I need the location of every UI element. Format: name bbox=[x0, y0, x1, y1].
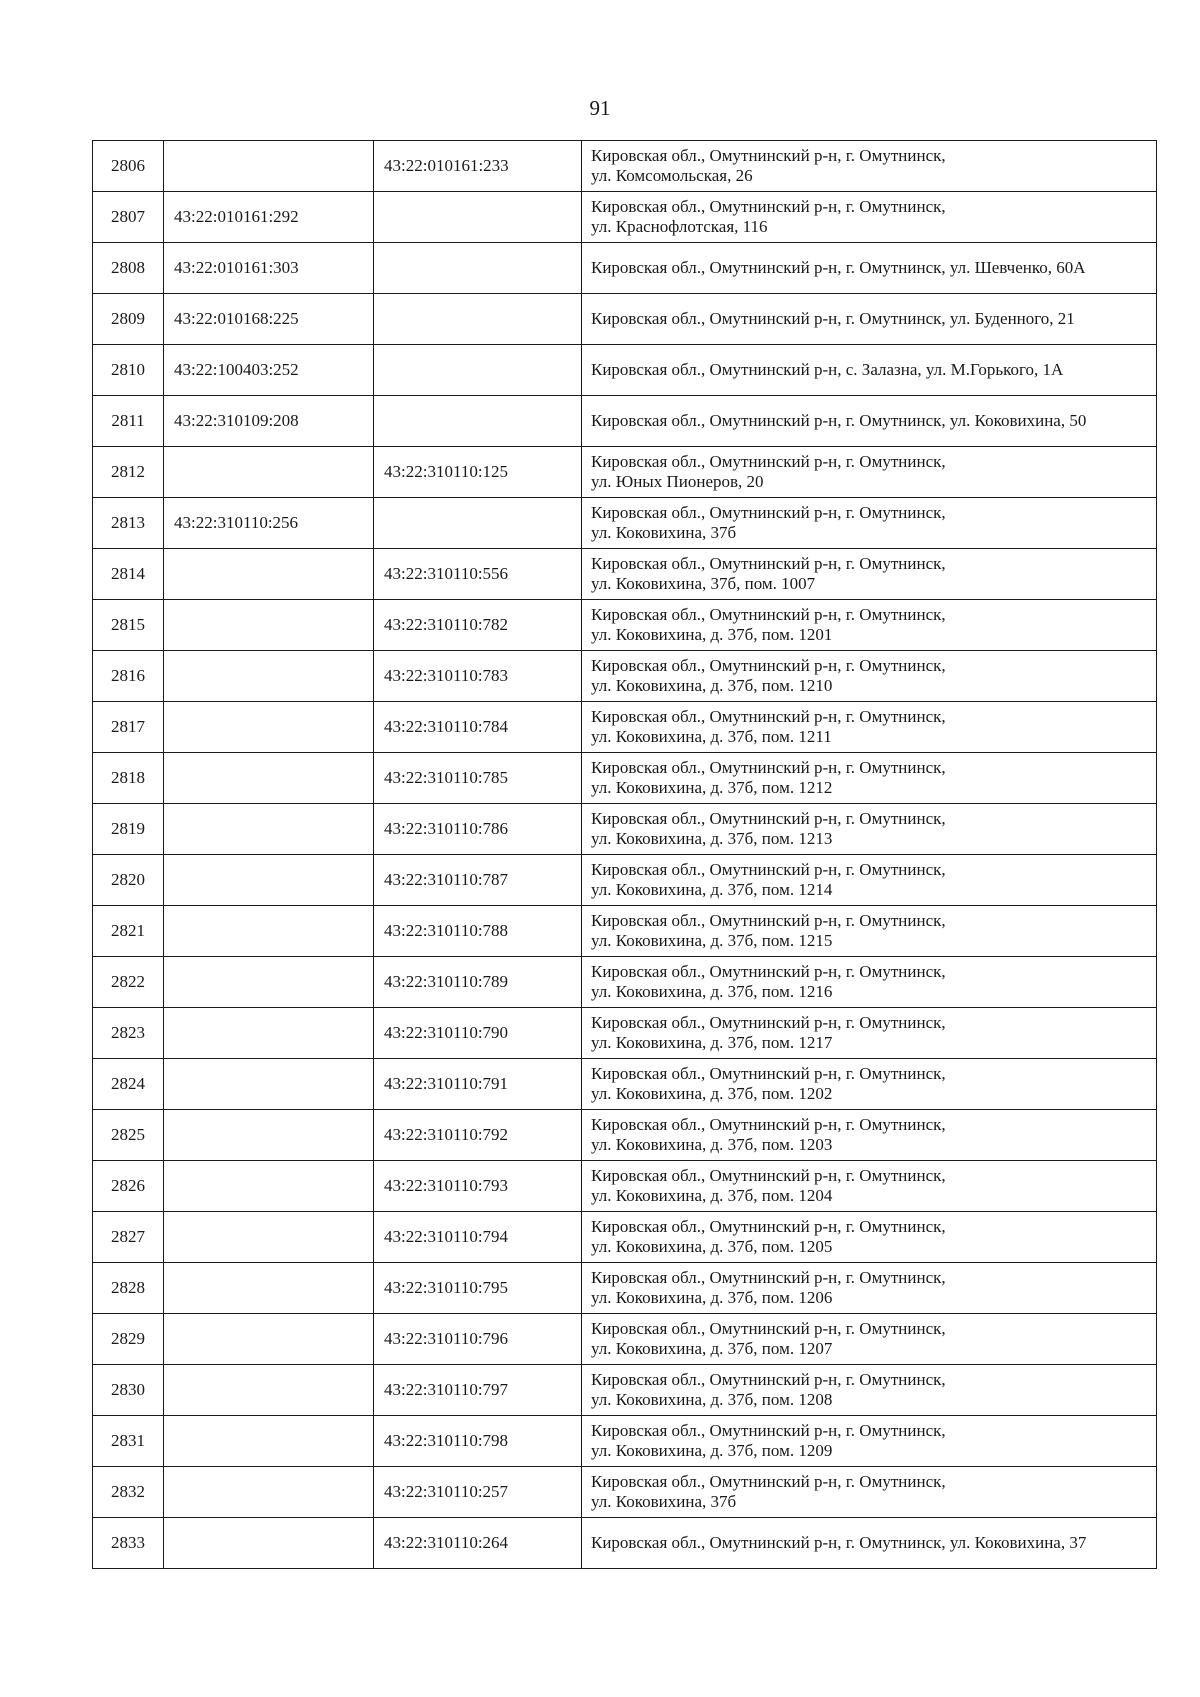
address-line-2: ул. Коковихина, д. 37б, пом. 1216 bbox=[591, 982, 833, 1001]
address-line-2: ул. Коковихина, д. 37б, пом. 1209 bbox=[591, 1441, 833, 1460]
address-line-2: ул. Коковихина, д. 37б, пом. 1205 bbox=[591, 1237, 833, 1256]
cadastral-number-primary bbox=[164, 1161, 374, 1212]
cadastral-number-secondary: 43:22:310110:788 bbox=[374, 906, 582, 957]
address-line-2: ул. Коковихина, д. 37б, пом. 1213 bbox=[591, 829, 833, 848]
cadastral-number-secondary bbox=[374, 345, 582, 396]
address-line-2: ул. Коковихина, д. 37б, пом. 1210 bbox=[591, 676, 833, 695]
row-number: 2822 bbox=[93, 957, 164, 1008]
cadastral-number-secondary: 43:22:310110:783 bbox=[374, 651, 582, 702]
address-line-2: ул. Коковихина, д. 37б, пом. 1207 bbox=[591, 1339, 833, 1358]
address-line-1: Кировская обл., Омутнинский р-н, г. Омутнинск, bbox=[591, 1370, 946, 1389]
row-number: 2830 bbox=[93, 1365, 164, 1416]
page-number: 91 bbox=[589, 96, 611, 120]
address-line-2: ул. Коковихина, д. 37б, пом. 1201 bbox=[591, 625, 833, 644]
address-line-2: ул. Коковихина, д. 37б, пом. 1208 bbox=[591, 1390, 833, 1409]
row-number: 2820 bbox=[93, 855, 164, 906]
address-cell bbox=[582, 141, 1157, 192]
cadastral-number-primary bbox=[164, 1416, 374, 1467]
address-line-1: Кировская обл., Омутнинский р-н, г. Омутнинск, bbox=[591, 962, 946, 981]
address-cell bbox=[582, 753, 1157, 804]
address-line-1: Кировская обл., Омутнинский р-н, г. Омутнинск, bbox=[591, 1166, 946, 1185]
address-cell bbox=[582, 549, 1157, 600]
table-row bbox=[93, 549, 1157, 600]
row-number: 2819 bbox=[93, 804, 164, 855]
table-row bbox=[93, 1059, 1157, 1110]
cadastral-number-primary: 43:22:100403:252 bbox=[164, 345, 374, 396]
address-line-1: Кировская обл., Омутнинский р-н, г. Омутнинск, bbox=[591, 1268, 946, 1287]
row-number: 2821 bbox=[93, 906, 164, 957]
cadastral-number-primary bbox=[164, 957, 374, 1008]
cadastral-number-primary bbox=[164, 1467, 374, 1518]
address-line-2: ул. Коковихина, д. 37б, пом. 1214 bbox=[591, 880, 833, 899]
cadastral-number-secondary: 43:22:310110:556 bbox=[374, 549, 582, 600]
cadastral-number-secondary: 43:22:310110:786 bbox=[374, 804, 582, 855]
address-line-2: ул. Краснофлотская, 116 bbox=[591, 217, 768, 236]
cadastral-number-secondary: 43:22:310110:797 bbox=[374, 1365, 582, 1416]
address-line-1: Кировская обл., Омутнинский р-н, г. Омутнинск, ул. Коковихина, 37 bbox=[591, 1533, 1087, 1552]
cadastral-number-primary bbox=[164, 1314, 374, 1365]
address-line-1: Кировская обл., Омутнинский р-н, г. Омутнинск, bbox=[591, 1319, 946, 1338]
row-number: 2828 bbox=[93, 1263, 164, 1314]
address-cell bbox=[582, 600, 1157, 651]
row-number: 2814 bbox=[93, 549, 164, 600]
cadastral-number-secondary: 43:22:310110:264 bbox=[374, 1518, 582, 1569]
cadastral-number-primary bbox=[164, 1059, 374, 1110]
property-registry-table bbox=[92, 140, 1157, 1569]
row-number: 2806 bbox=[93, 141, 164, 192]
cadastral-number-secondary: 43:22:310110:793 bbox=[374, 1161, 582, 1212]
table-row bbox=[93, 498, 1157, 549]
cadastral-number-secondary bbox=[374, 396, 582, 447]
address-line-2: ул. Коковихина, 37б bbox=[591, 1492, 737, 1511]
table-row bbox=[93, 294, 1157, 345]
cadastral-number-secondary bbox=[374, 498, 582, 549]
row-number: 2811 bbox=[93, 396, 164, 447]
cadastral-number-primary bbox=[164, 600, 374, 651]
cadastral-number-secondary: 43:22:310110:784 bbox=[374, 702, 582, 753]
address-cell bbox=[582, 1008, 1157, 1059]
cadastral-number-secondary: 43:22:310110:796 bbox=[374, 1314, 582, 1365]
address-line-1: Кировская обл., Омутнинский р-н, г. Омутнинск, bbox=[591, 1472, 946, 1491]
address-line-1: Кировская обл., Омутнинский р-н, г. Омутнинск, bbox=[591, 707, 946, 726]
table-row bbox=[93, 1365, 1157, 1416]
cadastral-number-primary bbox=[164, 447, 374, 498]
row-number: 2813 bbox=[93, 498, 164, 549]
cadastral-number-primary bbox=[164, 906, 374, 957]
table-row bbox=[93, 600, 1157, 651]
table-row bbox=[93, 192, 1157, 243]
table-row bbox=[93, 753, 1157, 804]
row-number: 2829 bbox=[93, 1314, 164, 1365]
cadastral-number-primary bbox=[164, 1110, 374, 1161]
cadastral-number-primary bbox=[164, 549, 374, 600]
address-line-2: ул. Коковихина, д. 37б, пом. 1202 bbox=[591, 1084, 833, 1103]
address-cell bbox=[582, 1467, 1157, 1518]
cadastral-number-primary bbox=[164, 804, 374, 855]
address-cell bbox=[582, 651, 1157, 702]
cadastral-number-primary bbox=[164, 1518, 374, 1569]
cadastral-number-secondary: 43:22:310110:782 bbox=[374, 600, 582, 651]
address-cell bbox=[582, 192, 1157, 243]
address-cell bbox=[582, 1263, 1157, 1314]
cadastral-number-secondary: 43:22:310110:787 bbox=[374, 855, 582, 906]
table-row bbox=[93, 1467, 1157, 1518]
table-row bbox=[93, 1110, 1157, 1161]
address-line-1: Кировская обл., Омутнинский р-н, г. Омутнинск, bbox=[591, 554, 946, 573]
row-number: 2831 bbox=[93, 1416, 164, 1467]
address-line-1: Кировская обл., Омутнинский р-н, г. Омутнинск, bbox=[591, 1217, 946, 1236]
address-cell bbox=[582, 396, 1157, 447]
address-cell bbox=[582, 1365, 1157, 1416]
cadastral-number-primary bbox=[164, 753, 374, 804]
row-number: 2816 bbox=[93, 651, 164, 702]
address-line-2: ул. Коковихина, д. 37б, пом. 1211 bbox=[591, 727, 832, 746]
address-cell bbox=[582, 498, 1157, 549]
cadastral-number-primary: 43:22:010161:303 bbox=[164, 243, 374, 294]
address-line-1: Кировская обл., Омутнинский р-н, г. Омутнинск, bbox=[591, 758, 946, 777]
cadastral-number-primary: 43:22:010168:225 bbox=[164, 294, 374, 345]
cadastral-number-secondary bbox=[374, 243, 582, 294]
address-line-2: ул. Юных Пионеров, 20 bbox=[591, 472, 764, 491]
address-line-1: Кировская обл., Омутнинский р-н, г. Омутнинск, bbox=[591, 911, 946, 930]
address-cell bbox=[582, 345, 1157, 396]
cadastral-number-secondary: 43:22:310110:791 bbox=[374, 1059, 582, 1110]
cadastral-number-primary: 43:22:310109:208 bbox=[164, 396, 374, 447]
address-line-2: ул. Коковихина, д. 37б, пом. 1204 bbox=[591, 1186, 833, 1205]
address-line-2: ул. Коковихина, д. 37б, пом. 1206 bbox=[591, 1288, 833, 1307]
address-line-2: ул. Коковихина, д. 37б, пом. 1212 bbox=[591, 778, 833, 797]
cadastral-number-primary: 43:22:010161:292 bbox=[164, 192, 374, 243]
address-cell bbox=[582, 1059, 1157, 1110]
cadastral-number-secondary bbox=[374, 192, 582, 243]
address-line-1: Кировская обл., Омутнинский р-н, г. Омутнинск, bbox=[591, 1064, 946, 1083]
table-row bbox=[93, 396, 1157, 447]
address-cell bbox=[582, 1212, 1157, 1263]
cadastral-number-secondary: 43:22:310110:790 bbox=[374, 1008, 582, 1059]
row-number: 2808 bbox=[93, 243, 164, 294]
address-line-1: Кировская обл., Омутнинский р-н, г. Омутнинск, bbox=[591, 197, 946, 216]
cadastral-number-primary bbox=[164, 1365, 374, 1416]
cadastral-number-secondary: 43:22:310110:798 bbox=[374, 1416, 582, 1467]
cadastral-number-primary bbox=[164, 855, 374, 906]
row-number: 2833 bbox=[93, 1518, 164, 1569]
address-cell bbox=[582, 957, 1157, 1008]
table-row bbox=[93, 1161, 1157, 1212]
table-row bbox=[93, 651, 1157, 702]
table-row bbox=[93, 906, 1157, 957]
cadastral-number-primary bbox=[164, 1008, 374, 1059]
table-row bbox=[93, 243, 1157, 294]
address-cell bbox=[582, 1416, 1157, 1467]
row-number: 2815 bbox=[93, 600, 164, 651]
row-number: 2832 bbox=[93, 1467, 164, 1518]
address-line-1: Кировская обл., Омутнинский р-н, с. Залазна, ул. М.Горького, 1А bbox=[591, 360, 1064, 379]
address-cell bbox=[582, 1161, 1157, 1212]
cadastral-number-primary bbox=[164, 702, 374, 753]
cadastral-number-secondary: 43:22:310110:789 bbox=[374, 957, 582, 1008]
cadastral-number-secondary: 43:22:310110:257 bbox=[374, 1467, 582, 1518]
address-line-1: Кировская обл., Омутнинский р-н, г. Омутнинск, ул. Коковихина, 50 bbox=[591, 411, 1087, 430]
address-line-2: ул. Коковихина, 37б, пом. 1007 bbox=[591, 574, 816, 593]
address-cell bbox=[582, 702, 1157, 753]
address-line-2: ул. Коковихина, 37б bbox=[591, 523, 737, 542]
address-line-1: Кировская обл., Омутнинский р-н, г. Омутнинск, bbox=[591, 1013, 946, 1032]
cadastral-number-secondary: 43:22:310110:785 bbox=[374, 753, 582, 804]
table-row bbox=[93, 1416, 1157, 1467]
row-number: 2827 bbox=[93, 1212, 164, 1263]
table-row bbox=[93, 804, 1157, 855]
table-row bbox=[93, 1518, 1157, 1569]
table-row bbox=[93, 141, 1157, 192]
cadastral-number-secondary: 43:22:010161:233 bbox=[374, 141, 582, 192]
row-number: 2810 bbox=[93, 345, 164, 396]
row-number: 2824 bbox=[93, 1059, 164, 1110]
row-number: 2826 bbox=[93, 1161, 164, 1212]
address-line-2: ул. Комсомольская, 26 bbox=[591, 166, 753, 185]
table-row bbox=[93, 345, 1157, 396]
address-line-1: Кировская обл., Омутнинский р-н, г. Омутнинск, ул. Буденного, 21 bbox=[591, 309, 1075, 328]
row-number: 2818 bbox=[93, 753, 164, 804]
cadastral-number-primary bbox=[164, 1212, 374, 1263]
address-cell bbox=[582, 906, 1157, 957]
row-number: 2825 bbox=[93, 1110, 164, 1161]
row-number: 2812 bbox=[93, 447, 164, 498]
address-line-1: Кировская обл., Омутнинский р-н, г. Омутнинск, bbox=[591, 809, 946, 828]
table-row bbox=[93, 1263, 1157, 1314]
table-row bbox=[93, 855, 1157, 906]
address-line-1: Кировская обл., Омутнинский р-н, г. Омутнинск, bbox=[591, 1421, 946, 1440]
cadastral-number-primary: 43:22:310110:256 bbox=[164, 498, 374, 549]
address-cell bbox=[582, 804, 1157, 855]
cadastral-number-primary bbox=[164, 651, 374, 702]
table-row bbox=[93, 1212, 1157, 1263]
table-row bbox=[93, 1314, 1157, 1365]
table-row bbox=[93, 702, 1157, 753]
address-cell bbox=[582, 294, 1157, 345]
cadastral-number-secondary: 43:22:310110:125 bbox=[374, 447, 582, 498]
address-line-1: Кировская обл., Омутнинский р-н, г. Омутнинск, bbox=[591, 146, 946, 165]
address-line-1: Кировская обл., Омутнинский р-н, г. Омутнинск, bbox=[591, 860, 946, 879]
table-row bbox=[93, 957, 1157, 1008]
address-cell bbox=[582, 1314, 1157, 1365]
table-row bbox=[93, 1008, 1157, 1059]
address-line-1: Кировская обл., Омутнинский р-н, г. Омутнинск, bbox=[591, 605, 946, 624]
cadastral-number-secondary: 43:22:310110:792 bbox=[374, 1110, 582, 1161]
cadastral-number-secondary bbox=[374, 294, 582, 345]
address-line-2: ул. Коковихина, д. 37б, пом. 1217 bbox=[591, 1033, 833, 1052]
row-number: 2823 bbox=[93, 1008, 164, 1059]
address-line-2: ул. Коковихина, д. 37б, пом. 1203 bbox=[591, 1135, 833, 1154]
address-cell bbox=[582, 1518, 1157, 1569]
row-number: 2817 bbox=[93, 702, 164, 753]
row-number: 2809 bbox=[93, 294, 164, 345]
table-row bbox=[93, 447, 1157, 498]
address-line-2: ул. Коковихина, д. 37б, пом. 1215 bbox=[591, 931, 833, 950]
address-cell bbox=[582, 447, 1157, 498]
address-line-1: Кировская обл., Омутнинский р-н, г. Омутнинск, bbox=[591, 656, 946, 675]
address-cell bbox=[582, 243, 1157, 294]
address-line-1: Кировская обл., Омутнинский р-н, г. Омутнинск, ул. Шевченко, 60А bbox=[591, 258, 1086, 277]
table-body bbox=[93, 141, 1157, 1569]
row-number: 2807 bbox=[93, 192, 164, 243]
cadastral-number-secondary: 43:22:310110:795 bbox=[374, 1263, 582, 1314]
cadastral-number-secondary: 43:22:310110:794 bbox=[374, 1212, 582, 1263]
cadastral-number-primary bbox=[164, 141, 374, 192]
address-line-1: Кировская обл., Омутнинский р-н, г. Омутнинск, bbox=[591, 503, 946, 522]
address-cell bbox=[582, 1110, 1157, 1161]
cadastral-number-primary bbox=[164, 1263, 374, 1314]
address-cell bbox=[582, 855, 1157, 906]
address-line-1: Кировская обл., Омутнинский р-н, г. Омутнинск, bbox=[591, 452, 946, 471]
address-line-1: Кировская обл., Омутнинский р-н, г. Омутнинск, bbox=[591, 1115, 946, 1134]
